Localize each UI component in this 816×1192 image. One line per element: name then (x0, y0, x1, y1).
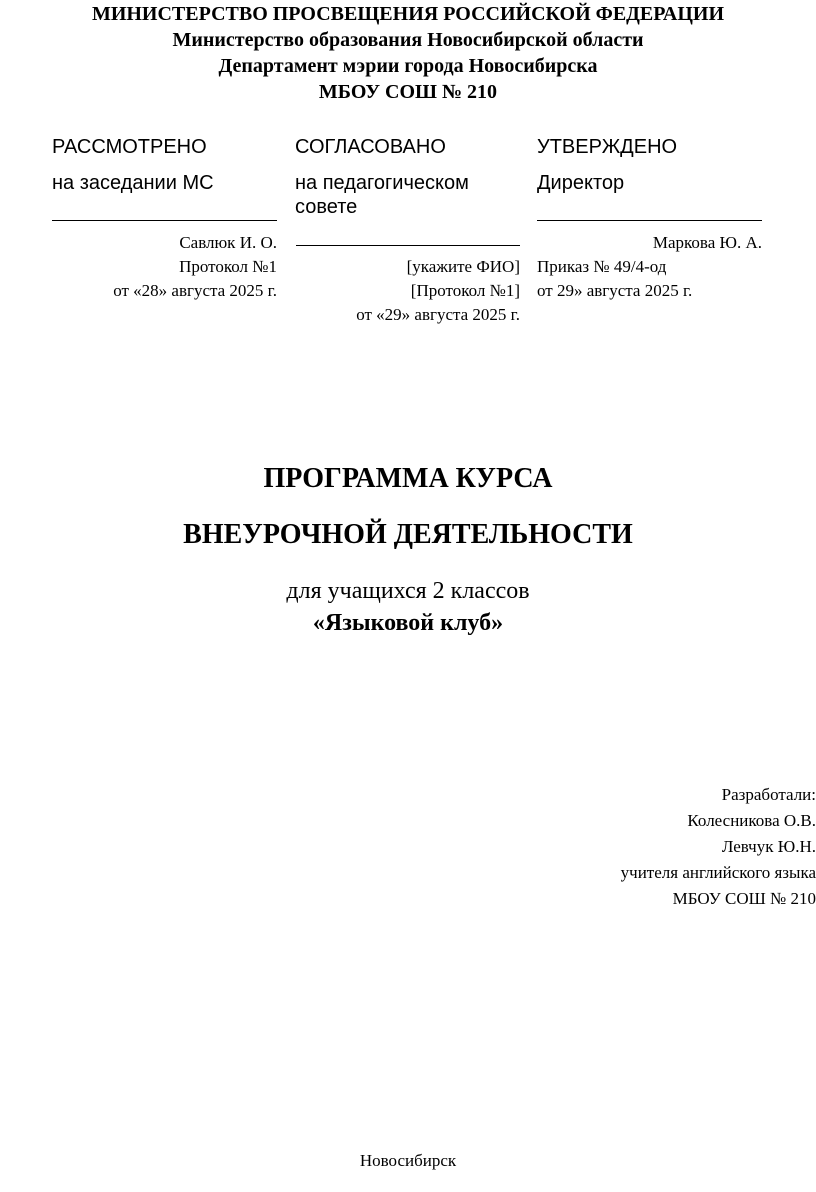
reviewed-heading: РАССМОТРЕНО (52, 136, 207, 158)
agreed-signature-line (296, 245, 520, 246)
program-title-line2: ВНЕУРОЧНОЙ ДЕЯТЕЛЬНОСТИ (183, 519, 633, 550)
authors-school: МБОУ СОШ № 210 (672, 889, 816, 908)
authors-role: учителя английского языка (620, 863, 816, 882)
approved-heading: УТВЕРЖДЕНО (537, 136, 678, 158)
approved-name: Маркова Ю. А. (652, 233, 762, 252)
reviewed-protocol: Протокол №1 (179, 257, 277, 276)
agreed-heading: СОГЛАСОВАНО (295, 136, 446, 158)
program-title-line1: ПРОГРАММА КУРСА (263, 463, 553, 494)
agreed-body-line2: совете (295, 196, 358, 218)
authors-block (516, 782, 816, 922)
header-school: МБОУ СОШ № 210 (318, 81, 498, 103)
author-2: Левчук Ю.Н. (721, 837, 816, 856)
agreed-name: [укажите ФИО] (406, 257, 520, 276)
agreed-date: от «29» августа 2025 г. (356, 305, 520, 324)
authors-label: Разработали: (721, 785, 816, 804)
agreed-protocol: [Протокол №1] (410, 281, 520, 300)
approved-body: Директор (537, 172, 625, 194)
approved-order: Приказ № 49/4-од (537, 257, 667, 276)
approved-signature-line (537, 220, 762, 221)
reviewed-date: от «28» августа 2025 г. (113, 281, 277, 300)
header-ministry-rf: МИНИСТЕРСТВО ПРОСВЕЩЕНИЯ РОССИЙСКОЙ ФЕДЕРАЦИИ (91, 3, 725, 25)
author-1: Колесникова О.В. (687, 811, 816, 830)
program-name: «Языковой клуб» (312, 610, 504, 636)
footer-city: Новосибирск (359, 1151, 457, 1170)
header-ministry-region: Министерство образования Новосибирской области (172, 29, 644, 51)
approved-date: от 29» августа 2025 г. (537, 281, 693, 300)
program-audience: для учащихся 2 классов (286, 578, 530, 604)
reviewed-body: на заседании МС (52, 172, 214, 194)
reviewed-name: Савлюк И. О. (179, 233, 277, 252)
header-department: Департамент мэрии города Новосибирска (218, 55, 598, 77)
agreed-body-line1: на педагогическом (295, 172, 469, 194)
reviewed-signature-line (52, 220, 277, 221)
